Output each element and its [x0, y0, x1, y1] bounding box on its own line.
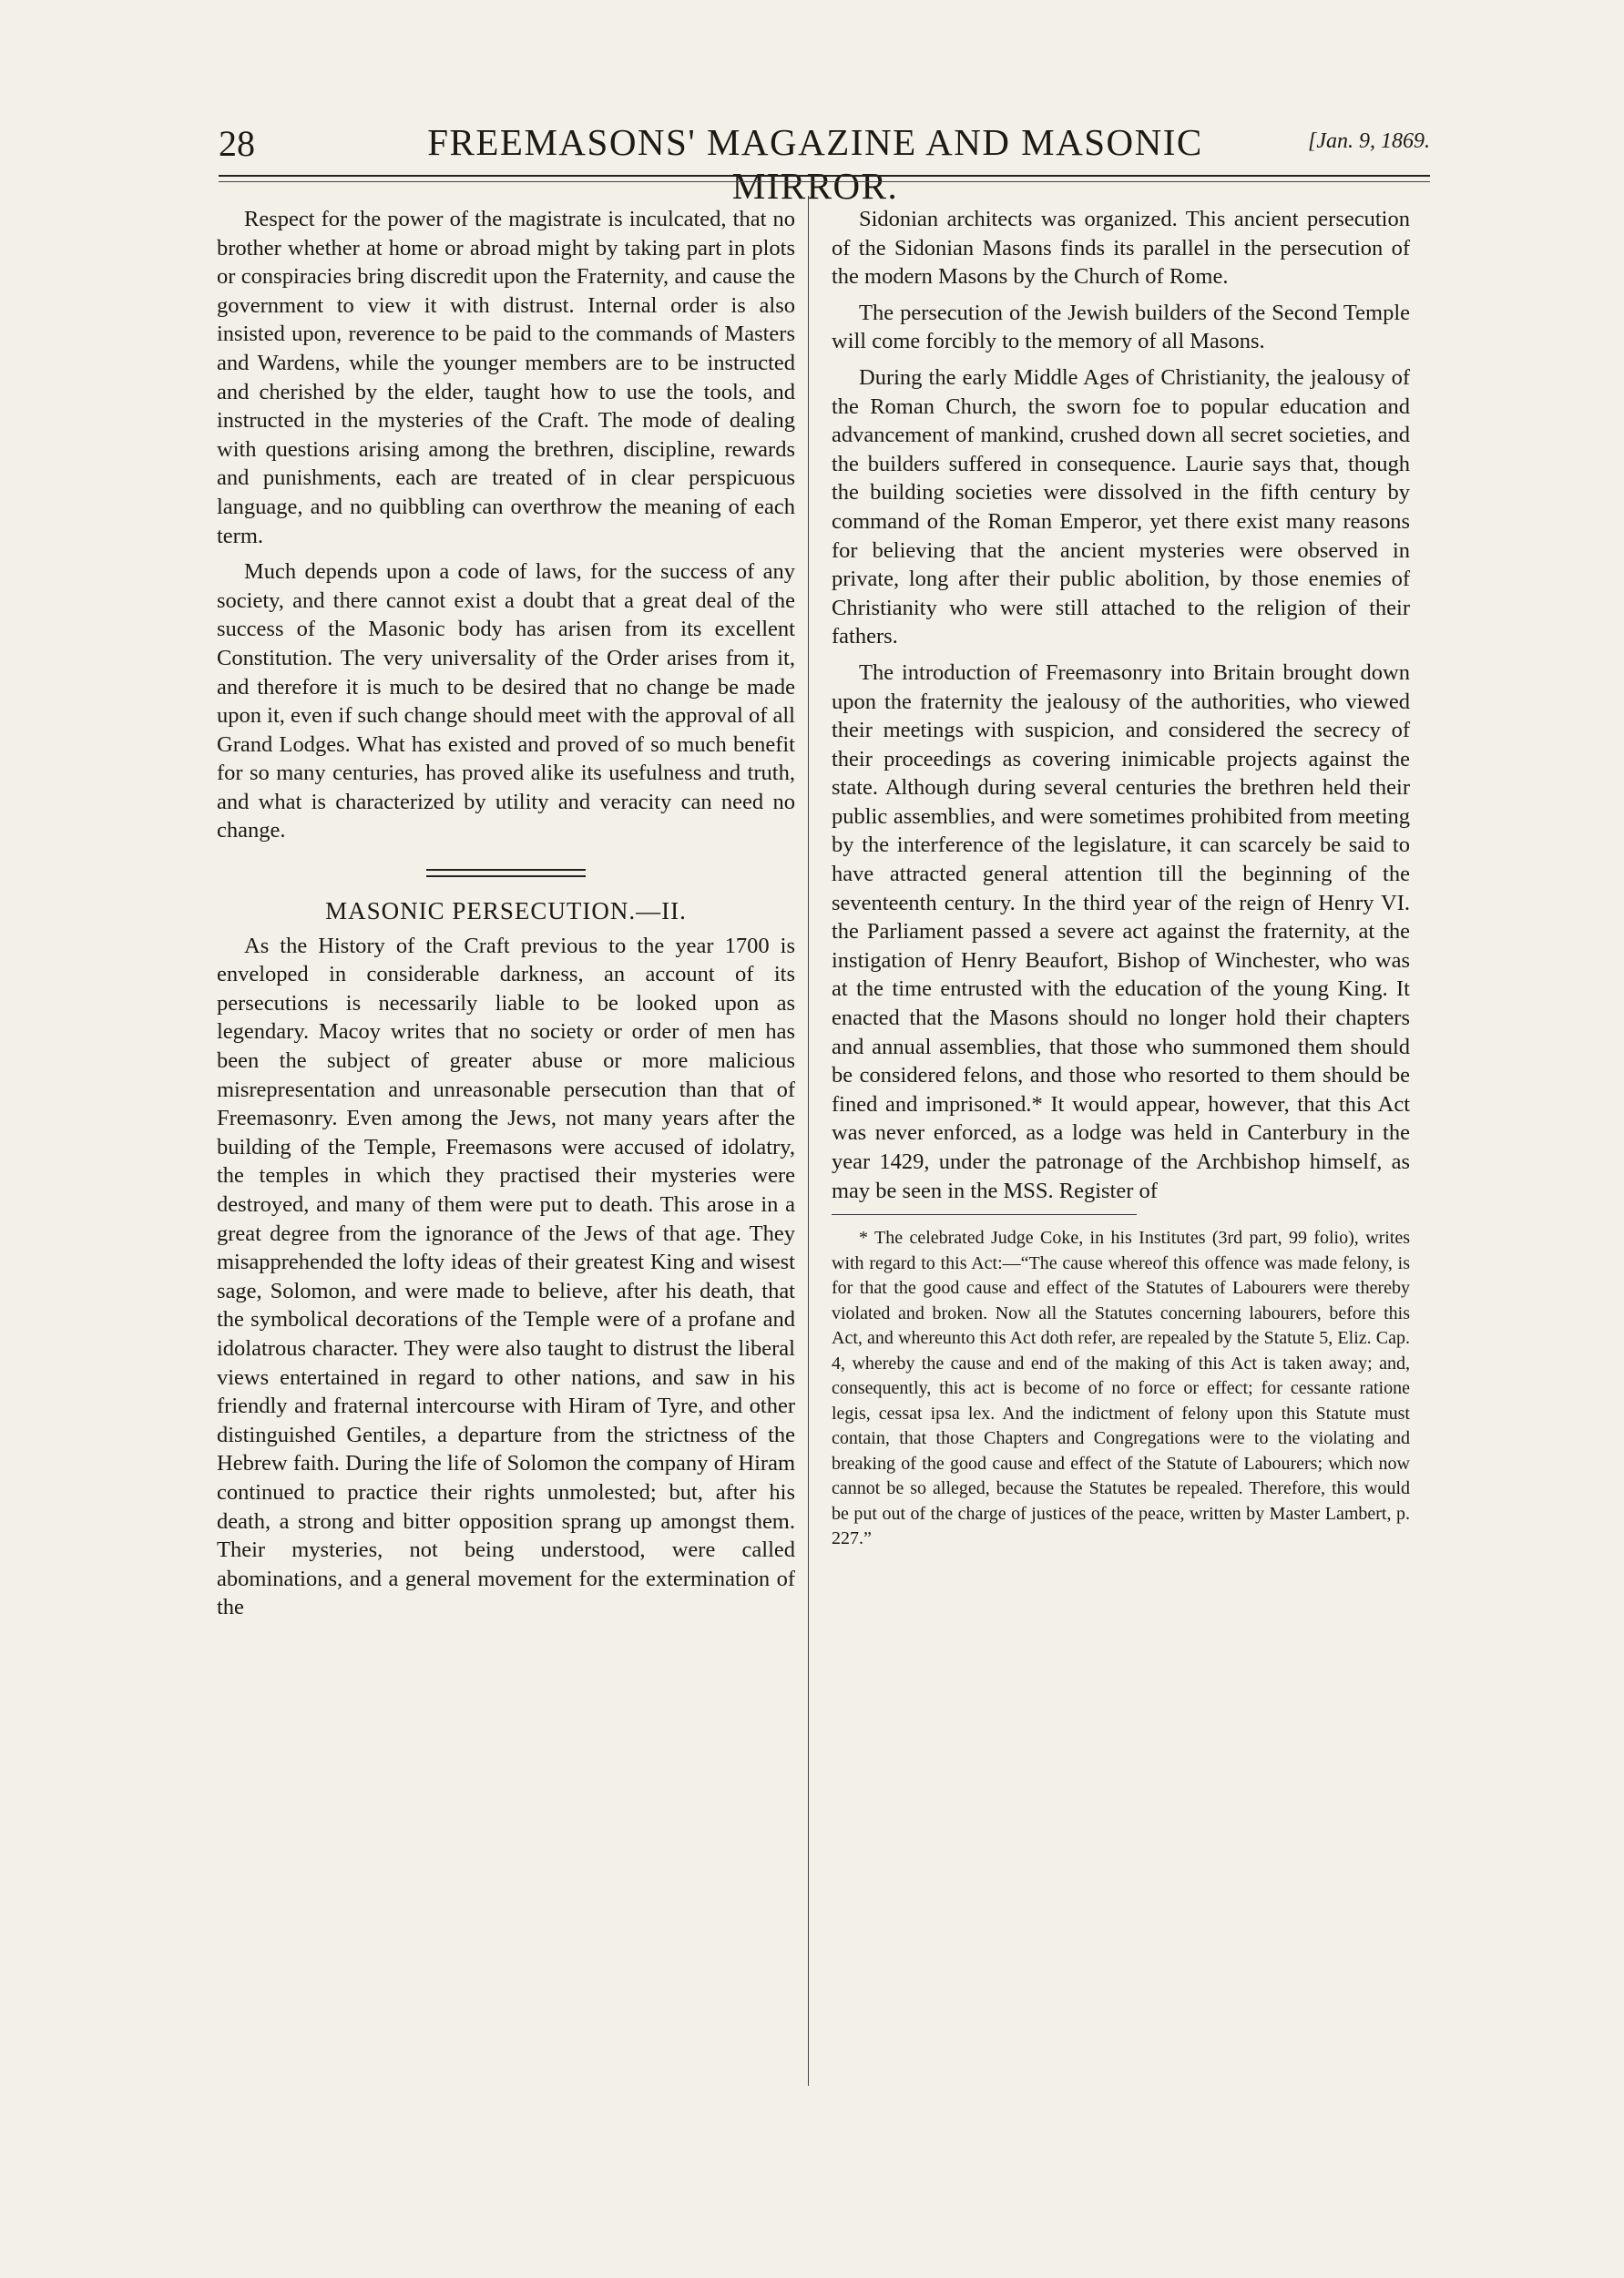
page-number: 28	[219, 123, 255, 164]
page-header	[219, 117, 1430, 207]
paragraph: Respect for the power of the magistrate is inculcated, that no brother whether at home or abroad might by taking part in plots or conspiracies bring discredit upon the Fraternity, and cause the government to view it with distrust. Internal order is also insisted upon, reverence to be paid to the commands of Masters and Wardens, while the younger members are to be instructed and cherished by the elder, taught how to use the tools, and instructed in the mysteries of the Craft. The mode of dealing with questions arising among the brethren, discipline, rewards and punishments, each are treated of in clear perspicuous language, and no quibbling can overthrow the meaning of each term.	[217, 207, 795, 548]
column-divider	[808, 196, 809, 2086]
paragraph: The introduction of Freemasonry into Britain brought down upon the fraternity the jealousy of the authorities, who viewed their meetings with suspicion, and considered the secrecy of their proceedings as covering inimicable projects against the state. Although during several centuries the brethren held their public assemblies, and were sometimes prohibited from meeting by the interference of the legislature, it can scarcely be said to have attracted general attention till the beginning of the seventeenth century. In the third year of the reign of Henry VI. the Parliament passed a severe act against the fraternity, at the instigation of Henry Beaufort, Bishop of Winchester, who was at the time entrusted with the education of the young King. It enacted that the Masons should no longer hold their chapters and annual assemblies, that those who summoned them should be considered felons, and those who resorted to them should be fined and imprisoned.* It would appear, however, that this Act was never enforced, as a lodge was held in Canterbury in the year 1429, under the patronage of the Archbishop himself, as may be seen in the MSS. Register of	[832, 659, 1410, 1203]
footnote: * The celebrated Judge Coke, in his Institutes (3rd part, 99 folio), writes with regard to this Act:—“The cause whereof this offence was made felony, is for that the good cause and effect of the Statutes of Labourers were thereby violated and broken. Now all the Statutes concerning labourers, before this Act, and whereunto this Act doth refer, are repealed by the Statute 5, Eliz. Cap. 4, whereby the cause and end of the making of this Act is taken away; and, consequently, this act is become of no force or effect; for cessante ratione legis, cessat ipsa lex. And the indictment of felony upon this Statute must contain, that those Chapters and Congregations were to the violating and breaking of the good cause and effect of the Statute of Labourers; which now cannot be so alleged, because the Statutes be repealed. Therefore, this would be put out of the charge of justices of the peace, written by Master Lambert, p. 227.”	[832, 1228, 1410, 1549]
paragraph: Much depends upon a code of laws, for the success of any society, and there cannot exist a doubt that a great deal of the success of the Masonic body has arisen from its excellent Constitution. The very universality of the Order arises from it, and therefore it is much to be desired that no change be made upon it, even if such change should meet with the approval of all Grand Lodges. What has existed and proved of so much benefit for so many centuries, has proved alike its usefulness and truth, and what is characterized by utility and veracity can need no change.	[217, 559, 795, 843]
right-column	[832, 205, 1410, 1559]
publication-title: FREEMASONS' MAGAZINE AND MASONIC MIRROR.	[427, 121, 1203, 207]
left-column	[217, 205, 795, 1629]
paragraph: As the History of the Craft previous to the year 1700 is enveloped in considerable darkness, an account of its persecutions is necessarily liable to be looked upon as legendary. Macoy writes that no society or order of men has been the subject of greater abuse or more malicious misrepresentation and unreasonable persecution than that of Freemasonry. Even among the Jews, not many years after the building of the Temple, Freemasons were accused of idolatry, the temples in which they practised their mysteries were destroyed, and many of them were put to death. This arose in a great degree from the ignorance of the Jews of that age. They misapprehended the lofty ideas of their greatest King and wisest sage, Solomon, and were made to believe, after his death, that the symbolical decorations of the Temple were of a profane and idolatrous character. They were also taught to distrust the liberal views entertained in regard to other nations, and saw in his friendly and fraternal intercourse with Hiram of Tyre, and other distinguished Gentiles, a departure from the strictness of the Hebrew faith. During the life of Solomon the company of Hiram continued to practice their rights unmolested; but, after his death, a strong and bitter opposition sprang up amongst them. Their mysteries, not being understood, were called abominations, and a general movement for the extermination of the	[217, 933, 795, 1620]
paragraph: Sidonian architects was organized. This ancient persecution of the Sidonian Masons finds its parallel in the persecution of the modern Masons by the Church of Rome.	[832, 207, 1410, 290]
paragraph: During the early Middle Ages of Christianity, the jealousy of the Roman Church, the sworn foe to popular education and advancement of mankind, crushed down all secret societies, and the builders suffered in consequence. Laurie says that, though the building societies were dissolved in the fifth century by command of the Roman Emperor, yet there exist many reasons for believing that the ancient mysteries were observed in private, long after their public abolition, by those enemies of Christianity who were still attached to the religion of their fathers.	[832, 364, 1410, 649]
paragraph: The persecution of the Jewish builders of the Second Temple will come forcibly to the memory of all Masons.	[832, 300, 1410, 354]
section-separator	[426, 869, 586, 877]
header-rule-thin	[219, 181, 1430, 182]
header-rule-thick	[219, 175, 1430, 177]
article-title: MASONIC PERSECUTION.—II.	[325, 897, 687, 925]
footnote-rule	[832, 1214, 1137, 1215]
issue-date: [Jan. 9, 1869.	[1308, 129, 1430, 153]
